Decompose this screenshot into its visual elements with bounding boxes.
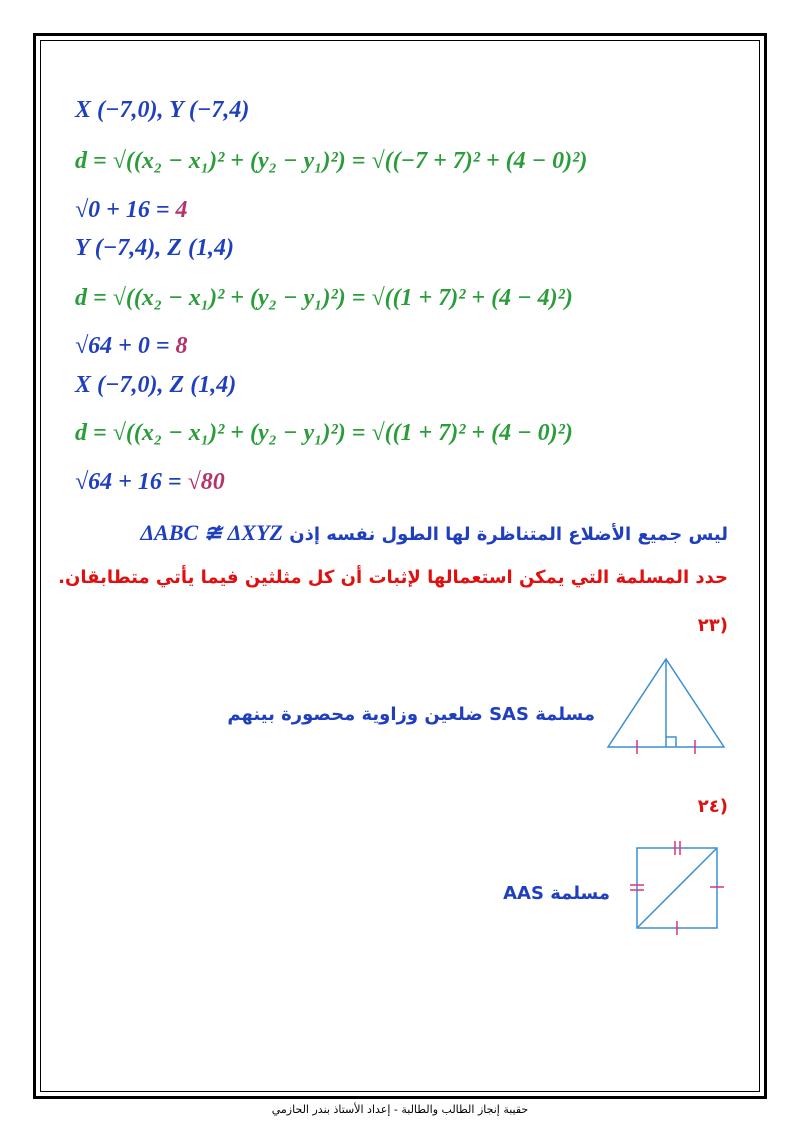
points-yz: Y (−7,4), Z (1,4) [75,235,234,261]
figure-23-triangle [600,655,730,755]
conclusion [140,520,728,546]
question-23-number: (٢٣ [697,615,728,636]
instruction-text: حدد المسلمة التي يمكن استعمالها لإثبات أن كل مثلثين فيما يأتي متطابقان. [58,567,728,588]
result-xy-expression: √0 + 16 = [75,197,170,223]
result-xz [75,469,225,496]
square-shape [637,848,717,928]
conclusion-math: ΔABC ≇ ΔXYZ [140,520,283,545]
result-yz [75,333,188,360]
figure-24-square [625,840,730,940]
question-24-number: (٢٤ [697,796,728,817]
triangle-shape [608,659,724,747]
result-yz-expression: √64 + 0 = [75,333,170,359]
result-yz-value: 8 [175,333,188,359]
distance-formula-xy: d = √((x₂ − x₁)² + (y₂ − y₁)²) = √((−7 + 7)² + (4 − 0)²) [75,148,588,174]
page-footer: حقيبة إنجاز الطالب والطالبة - إعداد الأستاذ بندر الحازمي [271,1103,529,1116]
points-xz: X (−7,0), Z (1,4) [75,372,237,398]
distance-formula-xz: d = √((x₂ − x₁)² + (y₂ − y₁)²) = √((1 + 7)² + (4 − 0)²) [75,420,573,446]
points-xy: X (−7,0), Y (−7,4) [75,97,250,123]
result-xz-expression: √64 + 16 = [75,469,182,495]
question-23-answer: مسلمة SAS ضلعين وزاوية محصورة بينهم [227,704,595,725]
result-xy-value: 4 [175,197,188,223]
result-xz-value: √80 [187,469,225,495]
distance-formula-yz: d = √((x₂ − x₁)² + (y₂ − y₁)²) = √((1 + 7)² + (4 − 4)²) [75,285,573,311]
result-xy [75,197,188,224]
conclusion-text: ليس جميع الأضلاع المتناظرة لها الطول نفسه إذن [289,524,728,545]
question-24-answer: مسلمة AAS [503,883,610,904]
